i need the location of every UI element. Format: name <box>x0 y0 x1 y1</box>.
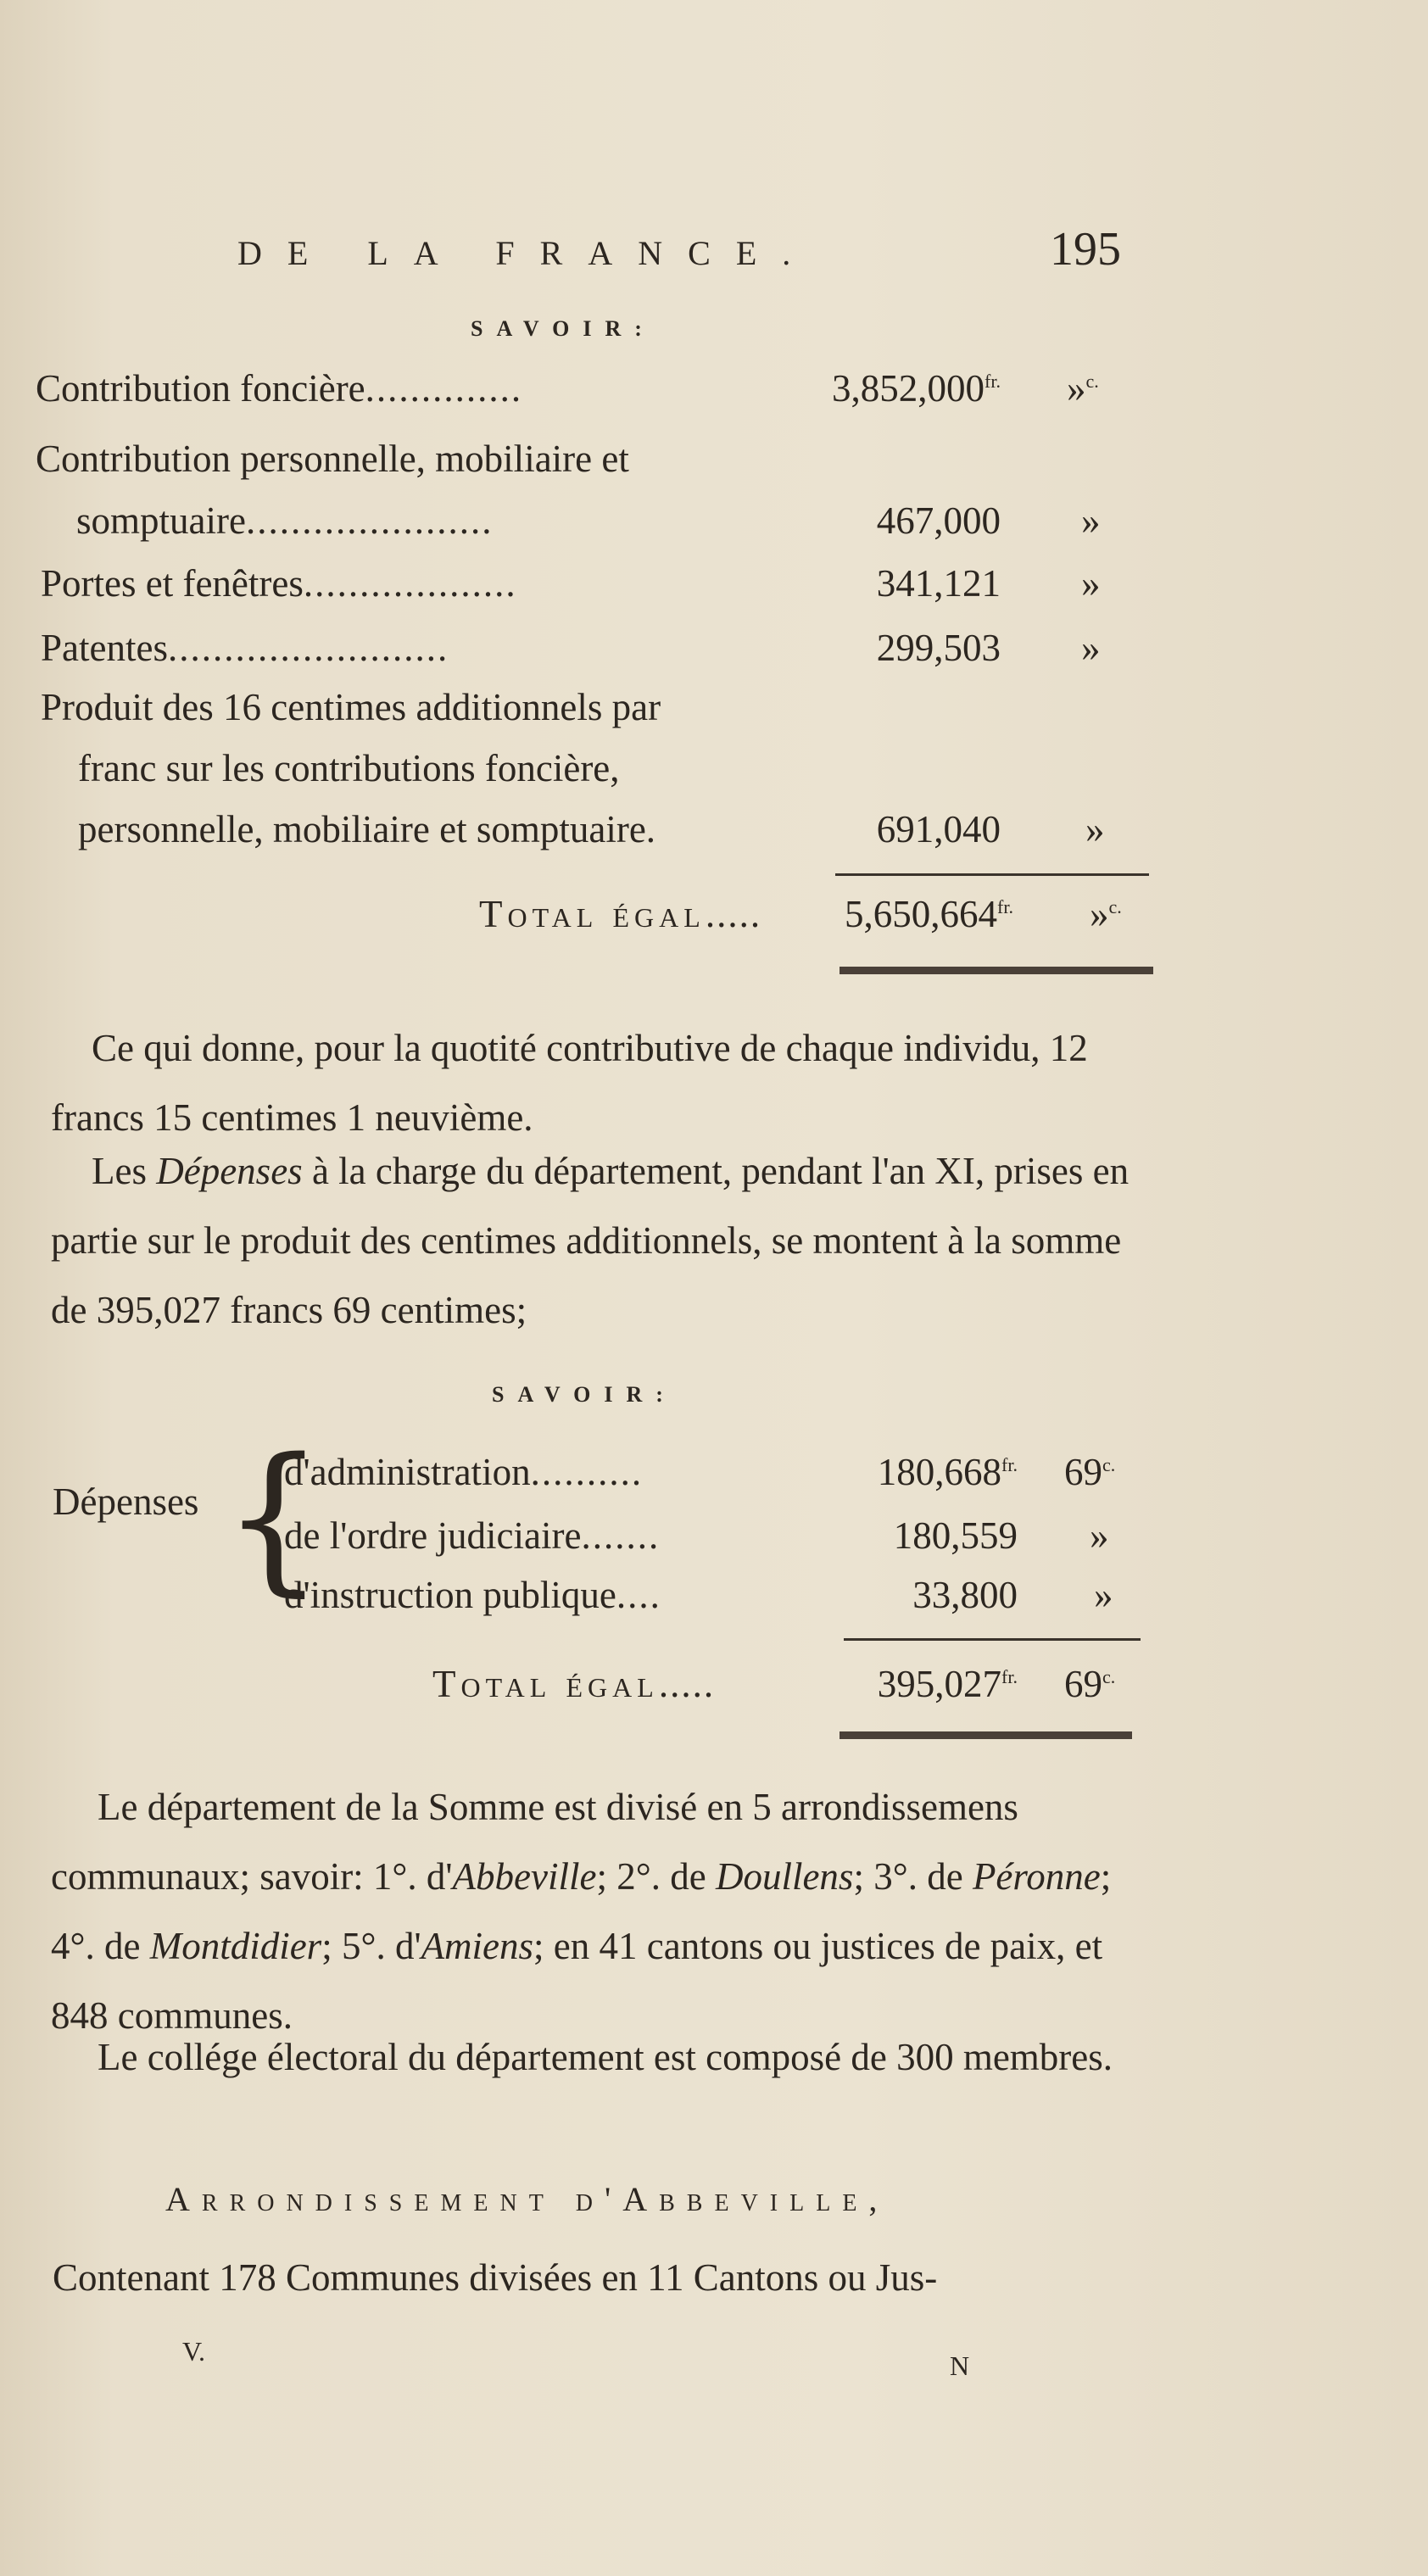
row-label: d'administration.......... <box>284 1451 644 1493</box>
row-unit: » <box>1081 499 1101 542</box>
paragraph-quotite: Ce qui donne, pour la quotité contributive de chaque individu, 12 francs 15 centimes 1 neuvième. <box>51 1027 1088 1139</box>
total-label: Total égal..... <box>479 893 762 935</box>
row-label: Portes et fenêtres................... <box>41 562 517 605</box>
row-unit: » <box>1094 1574 1113 1616</box>
total-rule <box>840 1731 1132 1739</box>
savoir-heading-1: SAVOIR: <box>471 316 655 341</box>
sum-rule <box>835 873 1149 876</box>
total-label: Total égal..... <box>432 1663 716 1705</box>
section-line: Contenant 178 Communes divisées en 11 Cantons ou Jus- <box>53 2256 938 2299</box>
running-header: DE LA FRANCE. <box>237 234 817 272</box>
row-amount: 33,800 <box>912 1574 1018 1616</box>
row-unit: » <box>1081 627 1101 669</box>
paragraph-arrondissements: Le département de la Somme est divisé en 5 arrondissemens communaux; savoir: 1°. d'Abbeville; 2°. de Doullens; 3°. de Péronne; 4°. de Montdidier; 5°. d'Amiens; en 41 cantons ou justices de paix, et 848 communes. <box>51 1786 1112 2037</box>
row-amount: 180,559 <box>893 1514 1018 1557</box>
total-rule <box>840 967 1153 974</box>
row-label: Contribution foncière.............. <box>36 367 523 410</box>
row-unit: » <box>1081 562 1101 605</box>
row-label: d'instruction publique.... <box>284 1574 661 1616</box>
row-amount: 299,503 <box>876 627 1001 669</box>
row-unit: » <box>1090 1514 1109 1557</box>
total-amount: $5,650,664^{fr.}$ <box>845 893 1013 935</box>
row-amount: 467,000 <box>876 499 1001 542</box>
paragraph-depenses: Les Dépenses à la charge du département, pendant l'an XI, prises en partie sur le produit des centimes additionnels, se montent à la somme de 395,027 francs 69 centimes; <box>51 1150 1130 1331</box>
row-unit: $69^{c.}$ <box>1064 1451 1116 1493</box>
signature-mark-right: N <box>950 2350 970 2381</box>
row-label: Produit des 16 centimes additionnels par <box>41 686 661 728</box>
total-amount: $395,027^{fr.}$ <box>877 1663 1018 1705</box>
total-unit: $69^{c.}$ <box>1064 1663 1116 1705</box>
section-heading: Arrondissement d'Abbeville, <box>165 2180 890 2218</box>
savoir-heading-2: SAVOIR: <box>492 1382 677 1407</box>
row-amount: 341,121 <box>876 562 1001 605</box>
signature-mark-left: V. <box>182 2336 205 2367</box>
sum-rule <box>844 1638 1141 1641</box>
depenses-label: Dépenses <box>53 1480 199 1523</box>
row-amount: $180,668^{fr.}$ <box>877 1451 1018 1493</box>
row-unit: »$^{c.}$ <box>1067 367 1099 410</box>
total-unit: »$^{c.}$ <box>1090 893 1122 935</box>
row-label: somptuaire...................... <box>76 499 494 542</box>
row-unit: » <box>1085 808 1105 850</box>
row-label: de l'ordre judiciaire....... <box>284 1514 661 1557</box>
row-label: franc sur les contributions foncière, <box>78 747 620 789</box>
row-amount: $3,852,000^{fr.}$ <box>832 367 1001 410</box>
page-number: 195 <box>1050 223 1121 276</box>
row-amount: 691,040 <box>876 808 1001 850</box>
row-label: Patentes......................... <box>41 627 449 669</box>
brace: { <box>222 1424 325 1611</box>
row-label: personnelle, mobiliaire et somptuaire. <box>78 808 656 850</box>
paragraph-college: Le collége électoral du département est composé de 300 membres. <box>98 2036 1113 2078</box>
row-label: Contribution personnelle, mobiliaire et <box>36 438 629 480</box>
